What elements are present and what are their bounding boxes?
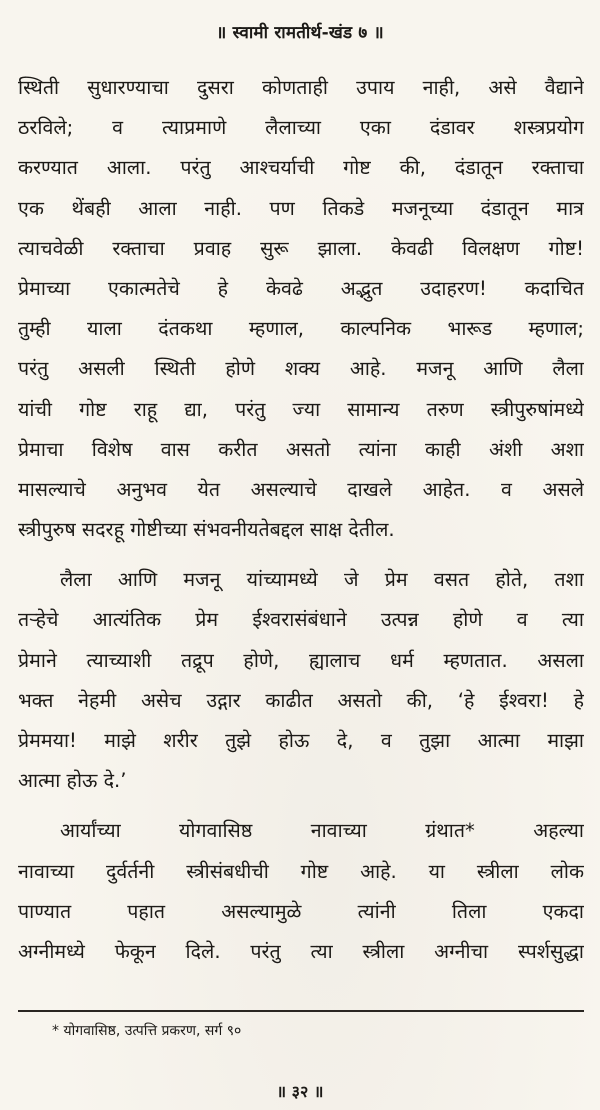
text-line: तऱ्हेचे आत्यंतिक प्रेम ईश्वरासंबंधाने उत्पन्न होणे व त्या: [18, 608, 584, 632]
text-line: लैला आणि मजनू यांच्यामध्ये जे प्रेम वसत होते, तशा: [60, 568, 584, 592]
body-text: [18, 68, 584, 972]
paragraph-1: [18, 68, 584, 550]
text-line: स्त्रीपुरुष सदरहू गोष्टीच्या संभवनीयतेबद्दल साक्ष देतील.: [18, 518, 395, 542]
paragraph-3: [18, 811, 584, 972]
footnote-divider: [18, 1010, 584, 1012]
text-line: नावाच्या दुर्वर्तनी स्त्रीसंबधीची गोष्ट आहे. या स्त्रीला लोक: [18, 859, 584, 883]
text-line: आत्मा होऊ दे.’: [18, 769, 127, 793]
paragraph-gap: [18, 801, 584, 811]
text-line: त्याचवेळी रक्ताचा प्रवाह सुरू झाला. केवढी विलक्षण गोष्ट!: [18, 236, 584, 260]
footnote: * योगवासिष्ठ, उत्पत्ति प्रकरण, सर्ग ९०: [52, 1023, 242, 1039]
text-line: प्रेमाच्या एकात्मतेचे हे केवढे अद्भुत उदाहरण! कदाचित: [18, 276, 584, 300]
text-line: यांची गोष्ट राहू द्या, परंतु ज्या सामान्य तरुण स्त्रीपुरुषांमध्ये: [18, 397, 584, 421]
text-line: पाण्यात पहात असल्यामुळे त्यांनी तिला एकदा: [18, 899, 584, 923]
page-number: ॥ ३२ ॥: [276, 1082, 324, 1101]
paragraph-gap: [18, 550, 584, 560]
text-line: प्रेमाचा विशेष वास करीत असतो त्यांना काही अंशी अशा: [18, 437, 584, 461]
text-line: करण्यात आला. परंतु आश्चर्याची गोष्ट की, दंडातून रक्ताचा: [18, 156, 584, 180]
text-line: ठरविले; व त्याप्रमाणे लैलाच्या एका दंडावर शस्त्रप्रयोग: [18, 116, 584, 140]
text-line: मासल्याचे अनुभव येत असल्याचे दाखले आहेत. व असले: [18, 477, 584, 501]
text-line: अग्नीमध्ये फेकून दिले. परंतु त्या स्त्रीला अग्नीचा स्पर्शसुद्धा: [18, 939, 584, 963]
text-line: आर्यांच्या योगवासिष्ठ नावाच्या ग्रंथात* अहल्या: [60, 819, 584, 843]
text-line: प्रेममया! माझे शरीर तुझे होऊ दे, व तुझा आत्मा माझा: [18, 729, 584, 752]
text-line: प्रेमाने त्याच्याशी तद्रूप होणे, ह्यालाच धर्म म्हणतात. असला: [18, 648, 584, 672]
text-line: तुम्ही याला दंतकथा म्हणाल, काल्पनिक भारूड म्हणाल;: [18, 317, 584, 341]
text-line: परंतु असली स्थिती होणे शक्य आहे. मजनू आणि लैला: [18, 357, 584, 381]
text-line: एक थेंबही आला नाही. पण तिकडे मजनूच्या दंडातून मात्र: [18, 196, 584, 220]
text-line: स्थिती सुधारण्याचा दुसरा कोणताही उपाय नाही, असे वैद्याने: [18, 76, 584, 99]
text-line: भक्त नेहमी असेच उद्गार काढीत असतो की, ‘हे ईश्वरा! हे: [18, 688, 584, 712]
running-header: ॥ स्वामी रामतीर्थ-खंड ७ ॥: [216, 23, 384, 43]
paragraph-2: [18, 560, 584, 801]
